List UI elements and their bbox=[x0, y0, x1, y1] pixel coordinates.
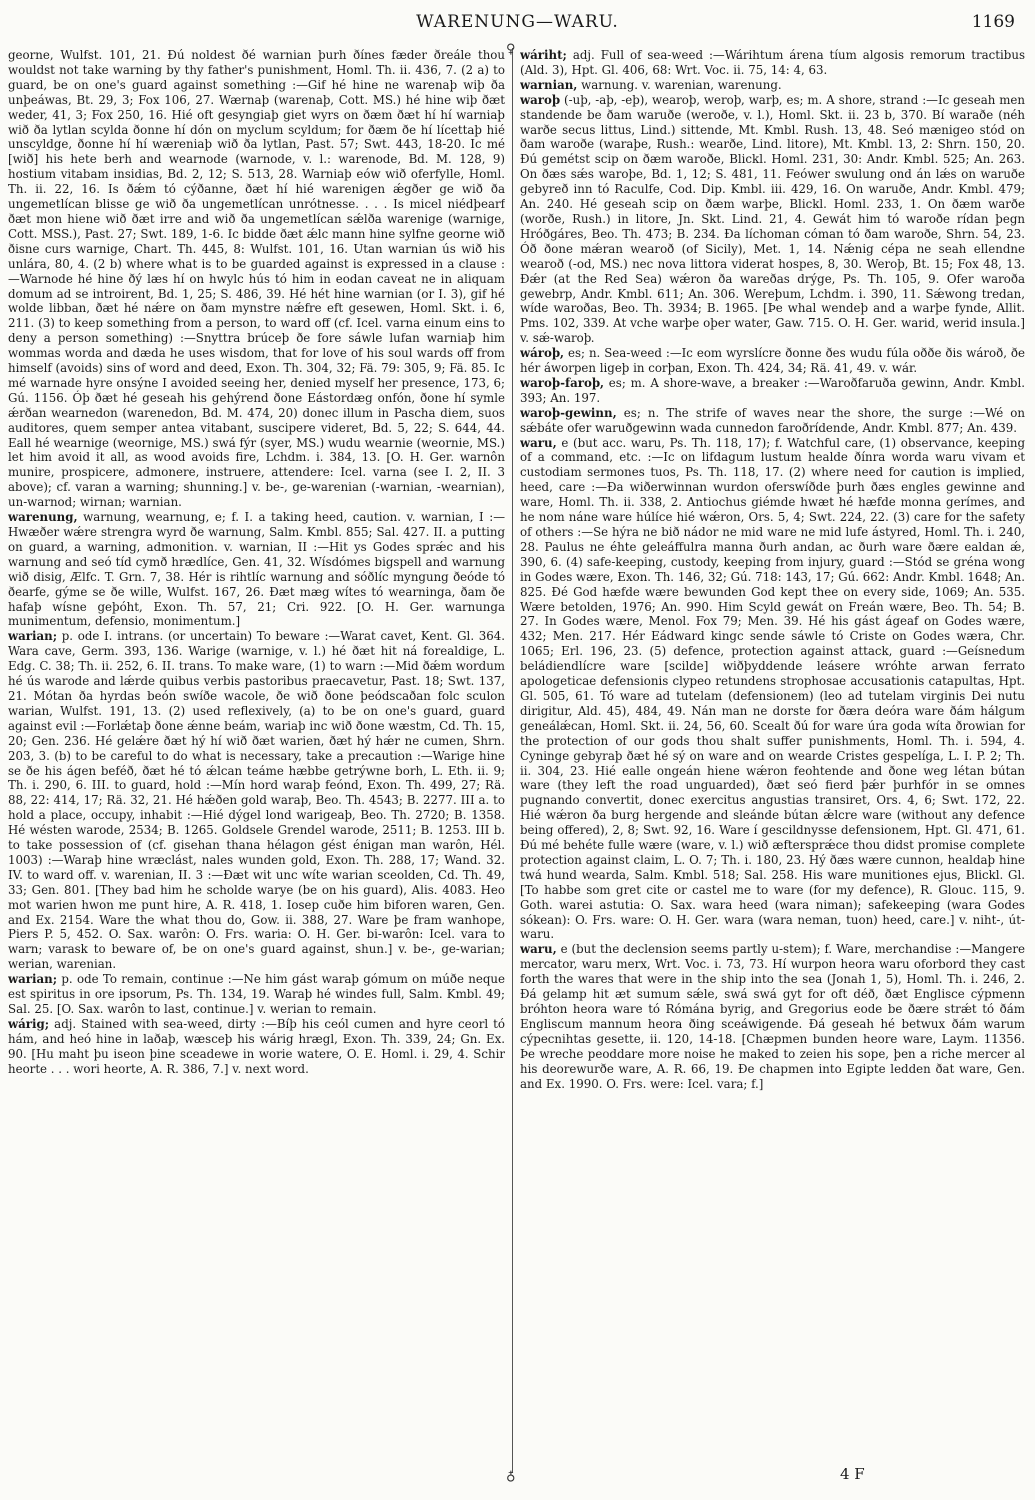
entry-body: es; n. The strife of waves near the shore, the surge :—Wé on sǽbáte ofer waruðgewinn wada cunnedon faroðrídende, Andr. Kmbl. 877; An. 439. bbox=[520, 405, 1025, 435]
dictionary-entry bbox=[8, 972, 505, 1017]
entry-body: adj. Stained with sea-weed, dirty :—Bíþ his ceól cumen and hyre ceorl tó hám, and heó hine in laðaþ, wæsceþ his wárig hrægl, Exon. Th. 339, 24; Gn. Ex. 90. [Hu maht þu iseon þine sceadewe in worie watere, O. E. Homl. i. 29, 4. Schir heorte . . . wori heorte, A. R. 386, 7.] v. next word. bbox=[8, 1016, 505, 1076]
dictionary-entry bbox=[520, 942, 1025, 1091]
entry-body: e (but acc. waru, Ps. Th. 118, 17); f. Watchful care, (1) observance, keeping of a command, etc. :—Ic on lifdagum lustum healde ðínra worda waru vivam et custodiam sermones tuos, Ps. Th. 118, 17. (2) where need for caution is implied, heed, care :—Ða wiðerwinnan wurdon oferswíðde þurh ðæs engles gewinne and ware, Homl. Th. ii. 338, 2. Antiochus giémde hwæt hé hæfde monna gerímes, and he nom náne ware húlíce hié wǽron, Ors. 5, 4; Swt. 224, 22. (3) care for the safety of others :—Se hýra ne bið nádor ne mid ware ne mid lufe ástyred, Homl. Th. i. 240, 28. Paulus ne éhte geleáffulra manna ðurh andan, ac ðurh ware ðære ealdan ǽ, 390, 6. (4) safe-keeping, custody, keeping from injury, guard :—Stód se gréna wong in Godes wære, Exon. Th. 146, 32; Gú. 718: 143, 17; Gú. 662: Andr. Kmbl. 1648; An. 825. Ðé God hæfde wære bewunden God kept thee on every side, 1069; An. 535. Wære betolden, 1976; An. 990. Him Scyld gewát on Freán wære, Beo. Th. 54; B. 27. In Godes wære, Menol. Fox 79; Men. 39. Hé his gást ágeaf on Godes wære, 432; Men. 217. Hér Eádward kingc sende sáwle tó Criste on Godes wæra, Chr. 1065; Erl. 196, 23. (5) defence, protection against attack, guard :—Geísnedum beládiendlícre ware [scilde] wiðþyddende leásere wróhte arwan ferrato apologeticae defensionis clypeo retundens strophosae accusationis catapultas, Hpt. Gl. 505, 61. Tó ware ad tutelam (defensionem) (leo ad tutelam virginis Dei nutu dirigitur, Ald. 45), 484, 49. Nán man ne dorste for ðæra deóra ware ðám hálgum geneálǽcan, Homl. Skt. ii. 24, 56, 60. Scealt ðú for ware úra goda wíta ðrowian for the protection of our gods thou shalt suffer punishments, Homl. Th. i. 594, 4. Cyninge gebyraþ ðæt hé sý on ware and on wearde Cristes gespelíga, L. I. P. 2; Th. ii. 304, 23. Hié ealle ongeán hiene wǽron feohtende and ðone weg létan bútan ware (they left the road unguarded), ðæt seó fierd þǽr þurhfór in se omnes pugnando convertit, donec exercitus angustias transiret, Ors. 4, 6; Swt. 172, 22. Hié wǽron ða burg hergende and sleánde bútan ǽlcre ware (without any defence being offered), 2, 8; Swt. 92, 16. Ware í gescildnysse defensionem, Hpt. Gl. 471, 61. Ðú mé behéte fulle wære (ware, v. l.) wið æftersprǽce thou didst promise complete protection against claim, L. O. 7; Th. i. 180, 23. Hý ðæs wære cunnon, healdaþ hine twá hund wearda, Salm. Kmbl. 518; Sal. 258. His ware munitiones ejus, Blickl. Gl. [To habbe som gret cite or castel me to ware (for my defence), R. Glouc. 115, 9. Goth. warei astutia: O. Sax. wara heed (wara niman); safekeeping (wara Godes sókean): O. Frs. ware: O. H. Ger. wara (wara neman, tuon) heed, care.] v. niht-, út-waru. bbox=[520, 435, 1025, 942]
entry-body: e (but the declension seems partly u-stem); f. Ware, merchandise :—Mangere mercator, waru merx, Wrt. Voc. i. 73, 73. Hí wurpon heora waru oforbord they cast forth the wares that were in the ship into the sea (Jonah 1, 5), Homl. Th. i. 246, 2. Ðá gelamp hit æt sumum sǽle, swá swá gyt for oft déð, ðæt Englisce cýpmenn bróhton heora ware tó Rómána byrig, and Gregorius eode be ðære strǽt tó ðám Engliscum mannum heora ðing sceáwigende. Ðá geseah hé betwux ðám warum cýpecnihtas gesette, ii. 120, 14-18. [Chæpmen bunden heore ware, Laym. 11356. Þe wreche peoddare more noise he maked to zeien his sope, þen a riche mercer al his deorewurðe ware, A. R. 66, 19. Ðe chapmen into Egipte ledden ðat ware, Gen. and Ex. 1990. O. Frs. were: Icel. vara; f.] bbox=[520, 942, 1025, 1091]
signature-mark: 4 F bbox=[840, 1465, 865, 1483]
entry-body: es; n. Sea-weed :—Ic eom wyrslícre ðonne ðes wudu fúla oððe ðis wároð, ðe hér áworpen ligeþ in corþan, Exon. Th. 424, 34; Rä. 41, 49. v. wár. bbox=[520, 346, 1025, 376]
headword: wáriht; bbox=[520, 48, 567, 62]
dictionary-entry bbox=[520, 346, 1025, 376]
headword: waru, bbox=[520, 942, 557, 957]
headword: waroþ-gewinn, bbox=[520, 405, 617, 420]
headword: warenung, bbox=[8, 510, 78, 525]
dictionary-entry bbox=[8, 1017, 505, 1077]
entry-body: p. ode To remain, continue :—Ne him gást waraþ gómum on múðe neque est spiritus in ore ipsorum, Ps. Th. 134, 19. Waraþ hé windes full, Salm. Kmbl. 49; Sal. 25. [O. Sax. warôn to last, continue.] v. werian to remain. bbox=[8, 972, 505, 1016]
headword: wároþ, bbox=[520, 346, 565, 361]
dictionary-entry bbox=[520, 78, 1025, 93]
dictionary-entry bbox=[8, 48, 505, 510]
left-column bbox=[8, 48, 505, 1468]
dictionary-entry bbox=[8, 629, 505, 972]
entry-body: warnung, wearnung, e; f. I. a taking heed, caution. v. warnian, I :—Hwæðer wǽre strengra wyrd ðe warnung, Salm. Kmbl. 855; Sal. 427. II. a putting on guard, a warning, admonition. v. warnian, II :—Hit ys Godes sprǽc and his warnung and seó tíd cymð hrædlíce, Gen. 41, 32. Wísdómes bigspell and warnung wið disig, Ælfc. T. Grn. 7, 38. Hér is rihtlíc warnung and sóðlíc myngung ðeóde tó ðearfe, gýme se ðe wille, Wulfst. 167, 26. Ðæt mæg wítes tó wearninga, ðam ðe hafaþ wísne geþóht, Exon. Th. 57, 21; Cri. 922. [O. H. Ger. warnunga munimentum, defensio, monimentum.] bbox=[8, 510, 505, 629]
dictionary-entry bbox=[520, 436, 1025, 943]
entry-body: es; m. A shore-wave, a breaker :—Waroðfaruða gewinn, Andr. Kmbl. 393; An. 197. bbox=[520, 375, 1025, 405]
headword: warian; bbox=[8, 629, 58, 644]
page-number: 1169 bbox=[971, 12, 1015, 32]
headword: waroþ bbox=[520, 92, 561, 107]
dictionary-entry bbox=[520, 93, 1025, 346]
column-rule bbox=[512, 48, 513, 1473]
top-ornament-icon: ♀ bbox=[506, 42, 516, 57]
headword: waru, bbox=[520, 435, 557, 450]
dictionary-entry bbox=[520, 48, 1025, 78]
headword: waroþ-faroþ, bbox=[520, 375, 604, 390]
entry-body: warnung. v. warenian, warenung. bbox=[581, 77, 782, 92]
entry-body: georne, Wulfst. 101, 21. Ðú noldest ðé warnian þurh ðínes fæder ðreále thou wouldst not take warning by thy father's punishment, Homl. Th. ii. 436, 7. (2 a) to guard, be on one's guard against something :—Gif hé hine ne warenaþ wiþ ða unþeáwas, Bt. 29, 3; Fox 106, 27. Wærnaþ (warenaþ, Cott. MS.) hé hine wiþ ðæt weder, 41, 3; Fox 250, 16. Hié oft gesyngiaþ giet wyrs on ðæm ðæt hí hí warniaþ wið ða lytlan scylda ðonne hí dón on myclum scyldum; for ðæm ðe hí lícettaþ hié unscyldge, ðonne hí hí wæreniaþ wið ða lytlan, Past. 57; Swt. 443, 18-20. Ic mé [wið] his hete berh and wearnode (warnode, v. l.: warenode, Bd. M. 128, 9) hostium vitabam insidias, Bd. 2, 12; S. 513, 28. Warniaþ eów wið oferfylle, Homl. Th. ii. 22, 16. Is ðǽm tó cýðanne, ðæt hí hié warenigen ǽgðer ge wið ða ungemetlícan blisse ge wið ða ungemetlícan unrótnesse. . . . Is micel niédþearf ðæt mon hiene wið ðæt irre and wið ða ungemetlícan sǽlða warenige (warnige, Cott. MSS.), Past. 27; Swt. 189, 1-6. Ic bidde ðæt ǽlc mann hine sylfne georne wið ðisne curs warnige, Chart. Th. 445, 8: Wulfst. 101, 16. Utan warnian ús wið his unlára, 80, 4. (2 b) where what is to be guarded against is expressed in a clause :—Warnode hé hine ðý læs hí on hwylc hús tó him in eodan caveat ne in aliquam domum ad se introirent, Bd. 1, 25; S. 486, 39. Hé hét hine warnian (or I. 3), gif hé wolde libban, ðæt hé nǽre on ðam mynstre nǽfre eft gesewen, Homl. Skt. i. 6, 211. (3) to keep something from a person, to ward off (cf. Icel. varna einum eins to deny a person something) :—Snyttra brúceþ ðe fore sáwle lufan warniaþ him wommas worda and dæda he uses wisdom, that for love of his soul wards off from himself (avoids) sins of word and deed, Exon. Th. 304, 32; Fä. 79: 305, 9; Fä. 85. Ic mé warnade hyre onsýne I avoided seeing her, denied myself her presence, 173, 6; Gú. 1156. Óþ ðæt hé geseah his gehýrend ðone Eástordæg onfón, ðone hí symle ǽrðan wearnedon (warenedon, Bd. M. 474, 20) donec illum in Pascha diem, suos auditores, quem semper antea vitabant, suscipere videret, Bd. 5, 22; S. 644, 44. Eall hé wearnige (weornige, MS.) swá fýr (syer, MS.) wudu wearnie (weornie, MS.) let him avoid it all, as wood avoids fire, Lchdm. i. 384, 13. [O. H. Ger. warnôn munire, prospicere, admonere, instruere, attendere: Icel. varna (see I. 2, II. 3 above); cf. varan a warning; shunning.] v. be-, ge-warenian (-warnian, -wearnian), un-warnod; wirnan; warnian. bbox=[8, 48, 505, 510]
bottom-ornament-icon: ♁ bbox=[506, 1469, 516, 1484]
dictionary-entry bbox=[520, 376, 1025, 406]
entry-body: adj. Full of sea-weed :—Wárihtum árena tíum algosis remorum tractibus (Ald. 3), Hpt. Gl. 406, 68: Wrt. Voc. ii. 75, 14: 4, 63. bbox=[520, 48, 1025, 77]
right-column bbox=[520, 48, 1025, 1468]
dictionary-entry bbox=[8, 510, 505, 629]
entry-body: p. ode I. intrans. (or uncertain) To beware :—Warat cavet, Kent. Gl. 364. Wara cave, Germ. 393, 136. Warige (warnige, v. l.) hé ðæt hit ná forealdige, L. Edg. C. 38; Th. ii. 252, 6. II. trans. To make ware, (1) to warn :—Mid ðǽm wordum hé ús warode and lǽrde quibus verbis pastoribus praecavetur, Past. 18; Swt. 137, 21. Mótan ða hyrdas beón swíðe wacole, ðe wið ðone þeódscaðan folc sculon warian, Wulfst. 191, 13. (2) used reflexively, (a) to be on one's guard, guard against evil :—Forlǽtaþ ðone ǽnne beám, wariaþ inc wið ðone wæstm, Cd. Th. 15, 20; Gen. 236. Hé gelǽre ðæt hý hí wið ðæt warien, ðæt hý hǽr ne cumen, Shrn. 203, 3. (b) to be careful to do what is necessary, take a precaution :—Warige hine se ðe his ágen beféð, ðæt hé tó ǽlcan teáme hæbbe getrýwne borh, L. Eth. ii. 9; Th. i. 290, 6. III. to guard, hold :—Mín hord waraþ feónd, Exon. Th. 499, 27; Rä. 88, 22: 414, 17; Rä. 32, 21. Hé hǽðen gold waraþ, Beo. Th. 4543; B. 2277. III a. to hold a place, occupy, inhabit :—Hié dýgel lond warigeaþ, Beo. Th. 2720; B. 1358. Hé wésten warode, 2534; B. 1265. Goldsele Grendel warode, 2511; B. 1253. III b. to take possession of (cf. gisehan thana hélagon gést énigan man warôn, Hél. 1003) :—Waraþ hine wræclást, nales wunden gold, Exon. Th. 288, 17; Wand. 32. IV. to ward off. v. warenian, II. 3 :—Ðæt wit unc wíte warian sceolden, Cd. Th. 49, 33; Gen. 801. [They bad him he scholde warye (be on his guard), Alis. 4083. Heo mot warien hwon me punt hire, A. R. 418, 1. Iosep cuðe him biforen waren, Gen. and Ex. 2154. Ware the what thou do, Gow. ii. 388, 27. Ware þe fram wanhope, Piers P. 5, 452. O. Sax. warôn: O. Frs. waria: O. H. Ger. bi-warôn: Icel. vara to warn; varask to beware of, be on one's guard against, shun.] v. be-, ge-warian; werian, warenian. bbox=[8, 629, 505, 972]
dictionary-entry bbox=[520, 406, 1025, 436]
headword: warian; bbox=[8, 972, 58, 987]
entry-body: (-uþ, -aþ, -eþ), wearoþ, weroþ, warþ, es; m. A shore, strand :—Ic geseah men standende be ðam waruðe (weroðe, v. l.), Homl. Skt. ii. 23 b, 370. Bí waraðe (néh warðe secus littus, Lind.) sittende, Mt. Kmbl. Rush. 13, 48. Seó mænigeo stód on ðam waroðe (waraþe, Rush.: wearðe, Lind. litore), Mt. Kmbl. 13, 2: Shrn. 150, 20. Ðú gemétst scip on ðæm waroðe, Blickl. Homl. 231, 30: Andr. Kmbl. 525; An. 263. On ðæs sǽs waroþe, Bd. 1, 12; S. 481, 11. Feówer swulung ond án lǽs on waruðe gebyreð inn tó Raculfe, Cod. Dip. Kmbl. iii. 429, 16. On waruðe, Andr. Kmbl. 479; An. 240. Hé geseah scip on ðæm warþe, Blickl. Homl. 233, 1. On ðæm warðe (worðe, Rush.) in litore, Jn. Skt. Lind. 21, 4. Gewát him tó waroðe rídan þegn Hróðgáres, Beo. Th. 473; B. 234. Ða líchoman cóman tó ðam waroðe, Shrn. 54, 23. Óð ðone mǽran wearoð (of Sicily), Met. 1, 14. Nǽnig cépa ne seah ellendne wearoð (-od, MS.) nec nova littora viderat hospes, 8, 30. Weroþ, Bt. 15; Fox 48, 13. Ðǽr (at the Red Sea) wǽron ða wareðas drýge, Ps. Th. 105, 9. Ofer waroða gewebrp, Andr. Kmbl. 611; An. 306. Wereþum, Lchdm. i. 390, 11. Sǽwong tredan, wíde waroðas, Beo. Th. 3934; B. 1965. [Þe whal wendeþ and a warþe fynde, Allit. Pms. 102, 339. At vche warþe oþer water, Gaw. 715. O. H. Ger. warid, werid insula.] v. sǽ-waroþ. bbox=[520, 92, 1025, 346]
running-head: WARENUNG—WARU. bbox=[416, 12, 619, 32]
page-header bbox=[0, 12, 1035, 40]
headword: wárig; bbox=[8, 1016, 50, 1031]
headword: warnian, bbox=[520, 77, 578, 92]
